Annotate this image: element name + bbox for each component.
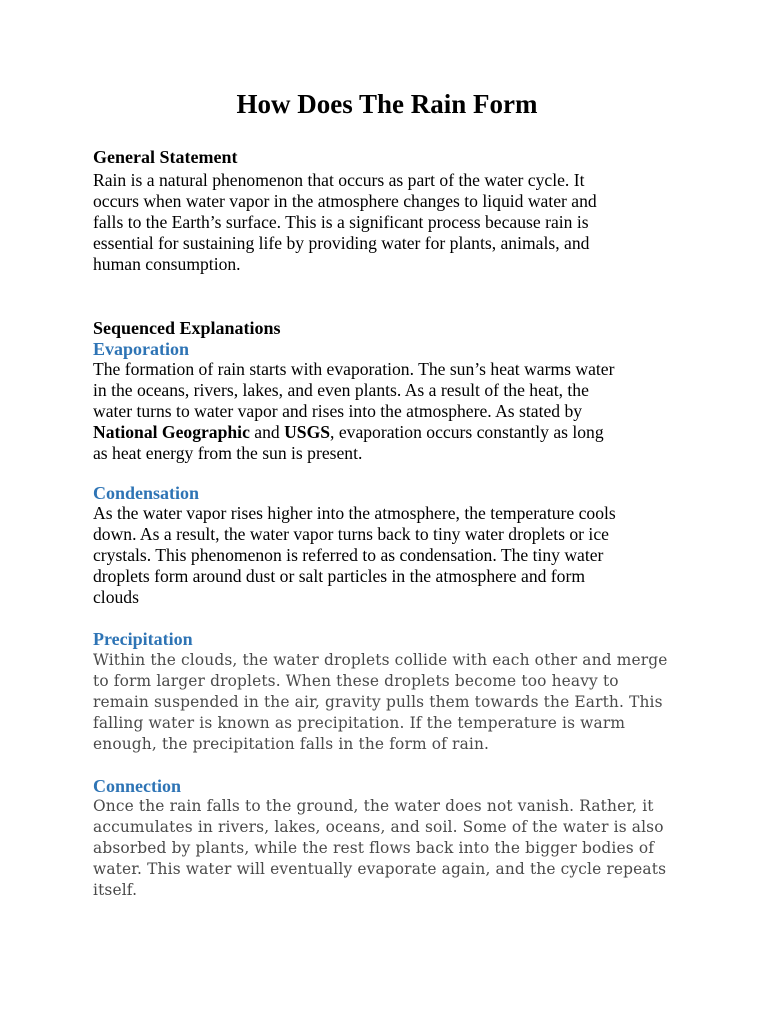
text-line: down. As a result, the water vapor turns back to tiny water droplets or ice — [93, 523, 609, 544]
sequenced-explanations-heading: Sequenced Explanations — [93, 318, 281, 338]
general-statement-heading: General Statement — [93, 147, 238, 167]
general-statement-paragraph — [93, 170, 673, 275]
precipitation-heading: Precipitation — [93, 629, 193, 649]
text-line: crystals. This phenomenon is referred to as condensation. The tiny water — [93, 544, 604, 565]
text-line — [93, 422, 673, 443]
text-line: falls to the Earth’s surface. This is a significant process because rain is — [93, 211, 589, 232]
text-line: to form larger droplets. When these droplets become too heavy to — [93, 671, 619, 690]
evaporation-paragraph — [93, 359, 673, 464]
text-line: as heat energy from the sun is present. — [93, 442, 363, 463]
text-line: falling water is known as precipitation. If the temperature is warm — [93, 713, 626, 732]
text-line: remain suspended in the air, gravity pulls them towards the Earth. This — [93, 692, 663, 711]
connection-paragraph — [93, 796, 673, 901]
condensation-heading: Condensation — [93, 483, 200, 503]
text-line: Rain is a natural phenomenon that occurs as part of the water cycle. It — [93, 170, 585, 190]
precipitation-paragraph — [93, 650, 673, 755]
text-line: itself. — [93, 880, 138, 899]
text-line: The formation of rain starts with evaporation. The sun’s heat warms water — [93, 359, 615, 379]
text-line: Once the rain falls to the ground, the water does not vanish. Rather, it — [93, 797, 654, 815]
text-line: water. This water will eventually evaporate again, and the cycle repeats — [93, 859, 667, 878]
text-run: and — [249, 421, 285, 442]
text-line: clouds — [93, 586, 139, 607]
text-line: water turns to water vapor and rises into the atmosphere. As stated by — [93, 400, 583, 421]
text-line: enough, the precipitation falls in the form of rain. — [93, 734, 490, 753]
text-run: , evaporation occurs constantly as long — [330, 421, 604, 442]
text-line: As the water vapor rises higher into the atmosphere, the temperature cools — [93, 503, 616, 523]
text-line: human consumption. — [93, 253, 241, 274]
text-line: accumulates in rivers, lakes, oceans, and soil. Some of the water is also — [93, 817, 664, 836]
text-line: Within the clouds, the water droplets collide with each other and merge — [93, 651, 668, 669]
text-line: in the oceans, rivers, lakes, and even plants. As a result of the heat, the — [93, 379, 589, 400]
evaporation-heading: Evaporation — [93, 339, 190, 359]
bold-term: USGS — [284, 421, 331, 442]
text-line: droplets form around dust or salt particles in the atmosphere and form — [93, 565, 586, 586]
page-title: How Does The Rain Form — [236, 89, 538, 119]
condensation-paragraph — [93, 503, 673, 608]
text-line: occurs when water vapor in the atmosphere changes to liquid water and — [93, 190, 597, 211]
connection-heading: Connection — [93, 776, 182, 796]
bold-term: National Geographic — [93, 421, 250, 442]
text-line: essential for sustaining life by providing water for plants, animals, and — [93, 232, 590, 253]
text-line: absorbed by plants, while the rest flows back into the bigger bodies of — [93, 838, 655, 857]
